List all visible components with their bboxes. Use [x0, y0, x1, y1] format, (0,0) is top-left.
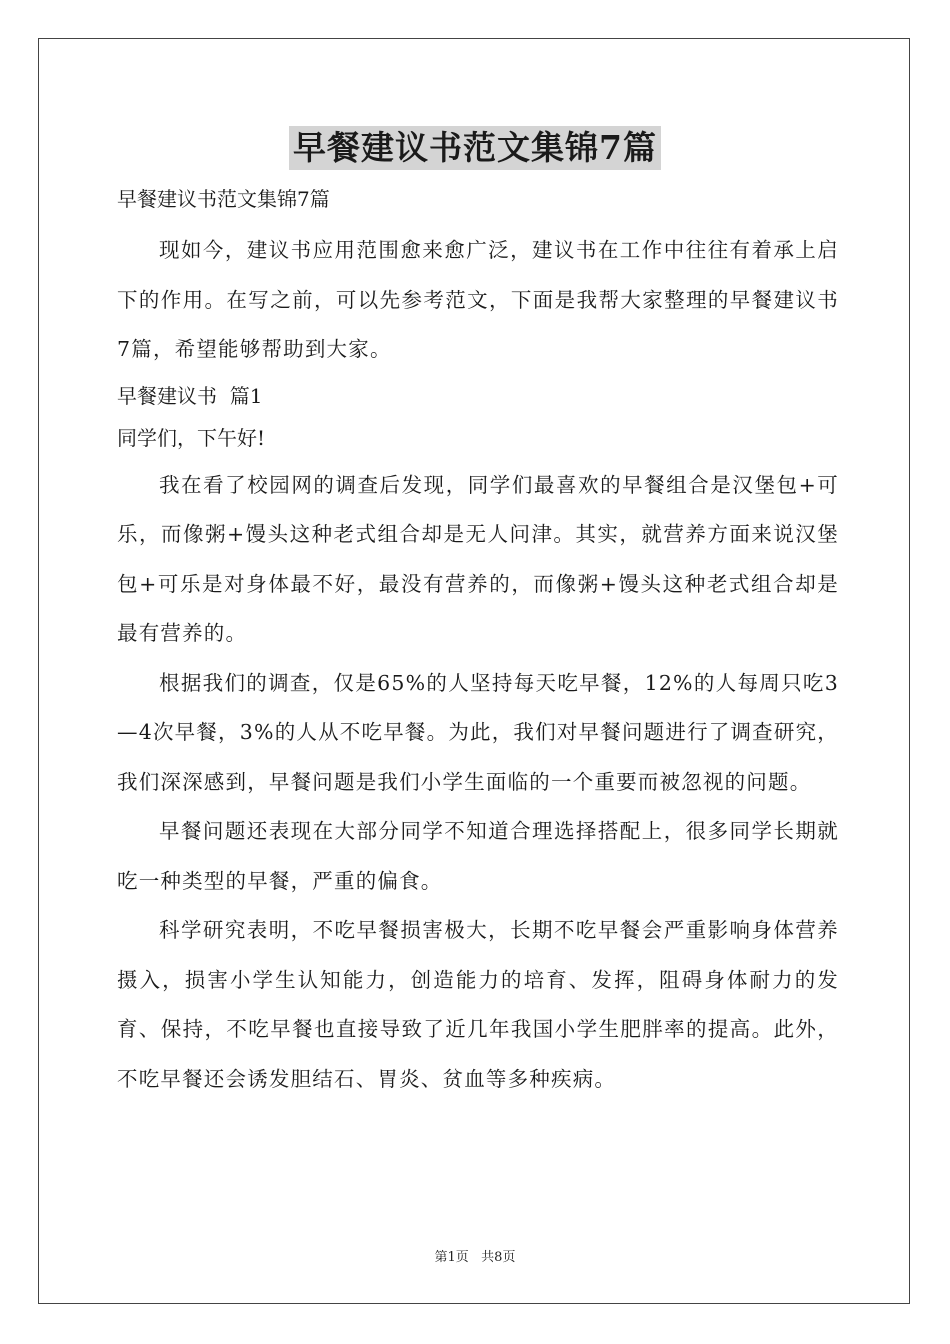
body-paragraph: 我在看了校园网的调查后发现，同学们最喜欢的早餐组合是汉堡包+可乐，而像粥+馒头这种老式组合却是无人问津。其实，就营养方面来说汉堡包+可乐是对身体最不好，最没有营养的，而像粥+馒头这种老式组合却是最有营养的。	[117, 472, 839, 645]
section-heading: 早餐建议书 篇1	[117, 383, 263, 408]
body-paragraph: 根据我们的调查，仅是65%的人坚持每天吃早餐，12%的人每周只吃3—4次早餐，3%的人从不吃早餐。为此，我们对早餐问题进行了调查研究，我们深深感到，早餐问题是我们小学生面临的一个重要而被忽视的问题。	[117, 670, 839, 794]
page-indicator: 第1页 共8页	[434, 1250, 516, 1265]
document-body	[117, 178, 839, 1104]
document-subtitle: 早餐建议书范文集锦7篇	[117, 187, 330, 211]
document-title-container	[0, 126, 950, 172]
page-footer	[0, 1246, 950, 1265]
document-title: 早餐建议书范文集锦7篇	[289, 126, 661, 170]
greeting: 同学们，下午好!	[117, 425, 266, 450]
body-paragraph: 早餐问题还表现在大部分同学不知道合理选择搭配上，很多同学长期就吃一种类型的早餐，严重的偏食。	[117, 819, 839, 893]
body-paragraph: 科学研究表明，不吃早餐损害极大，长期不吃早餐会严重影响身体营养摄入，损害小学生认知能力，创造能力的培育、发挥，阻碍身体耐力的发育、保持，不吃早餐也直接导致了近几年我国小学生肥胖率的提高。此外，不吃早餐还会诱发胆结石、胃炎、贫血等多种疾病。	[117, 918, 839, 1091]
intro-paragraph: 现如今，建议书应用范围愈来愈广泛，建议书在工作中往往有着承上启下的作用。在写之前，可以先参考范文，下面是我帮大家整理的早餐建议书7篇，希望能够帮助到大家。	[117, 238, 839, 361]
